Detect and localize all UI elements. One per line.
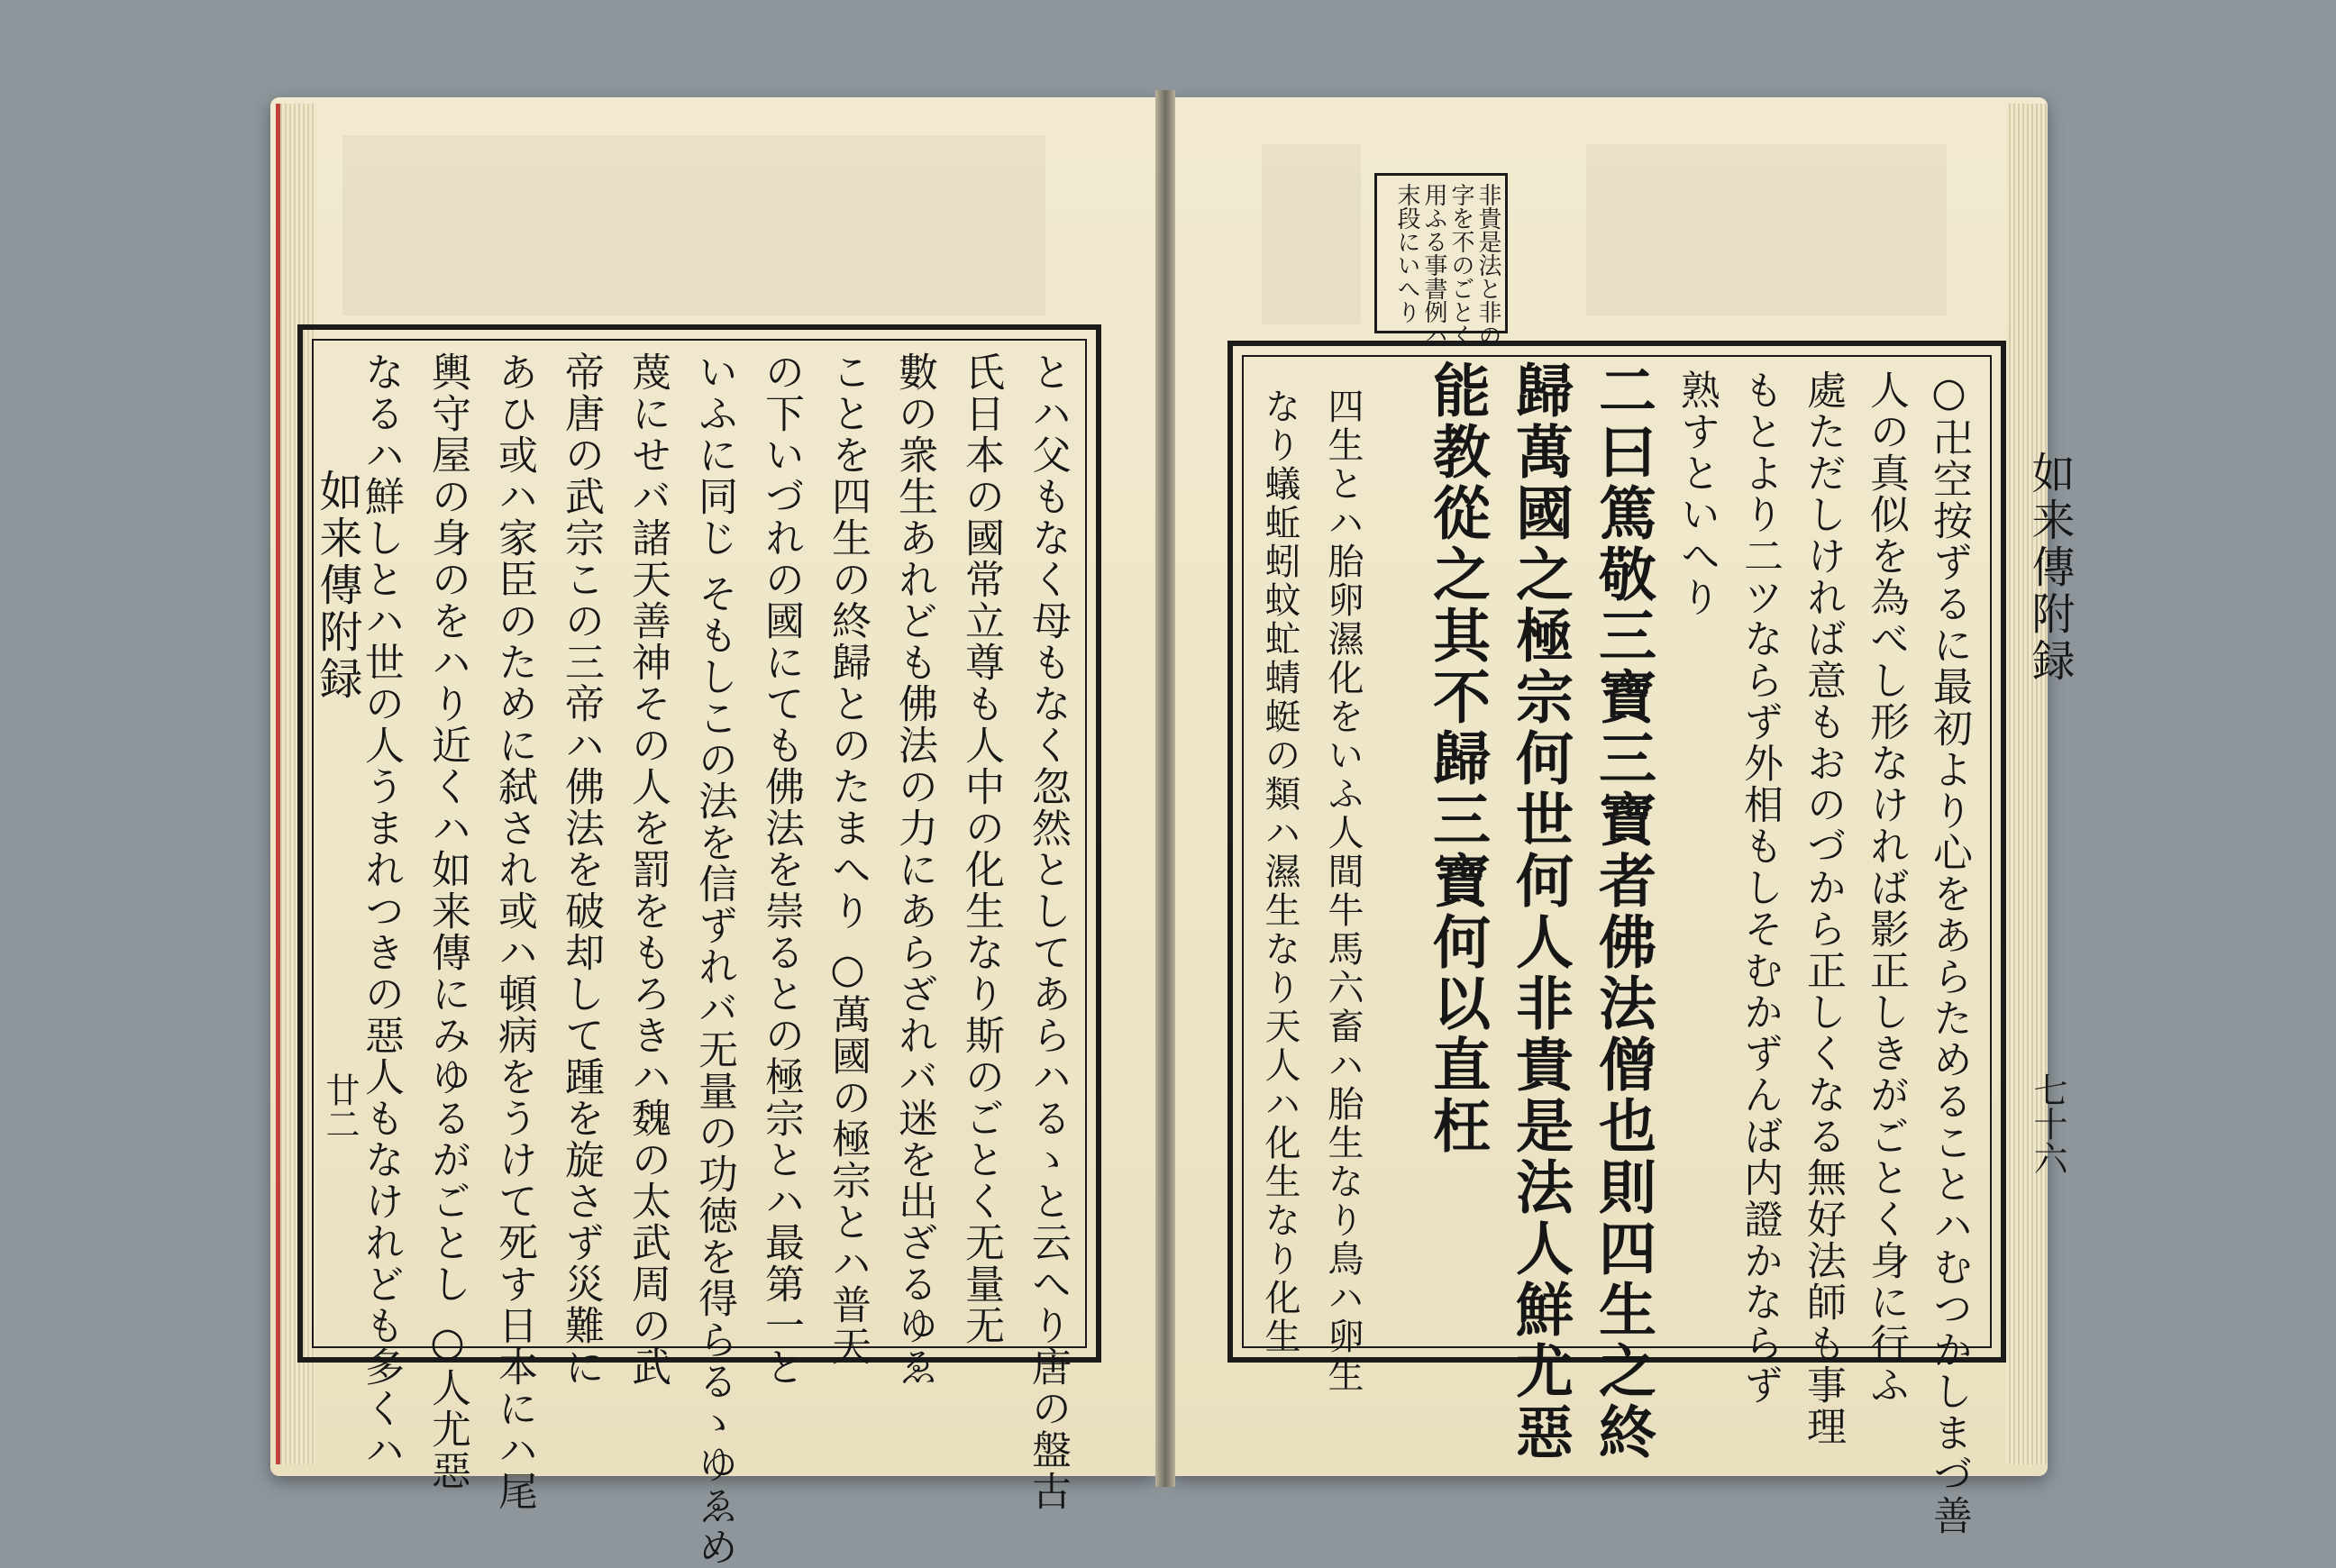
text-column: 蔑にせバ諸天善神その人を罰をもろきハ魏の太武周の武 bbox=[625, 351, 671, 1388]
text-column: 帝唐の武宗この三帝ハ佛法を破却して踵を旋さず災難に bbox=[558, 351, 604, 1388]
text-column: の下いづれの國にても佛法を崇るとの極宗とハ最第一と bbox=[758, 351, 804, 1388]
text-column: もとより二ツならず外相もしそむかずんば内證かならず bbox=[1737, 369, 1783, 1406]
right-page-number: 七十六 bbox=[2028, 1072, 2067, 1175]
text-column: 數の衆生あれども佛法の力にあらざれバ迷を出ざるゆゑ bbox=[891, 351, 937, 1388]
text-column: 人の真似を為べし形なければ影正しきがごとく身に行ふ bbox=[1863, 369, 1909, 1406]
commentary-column: 四生とハ胎卵濕化をいふ人間牛馬六畜ハ胎生なり鳥ハ卵生 bbox=[1322, 387, 1364, 1395]
text-column: ○卍空按ずるに最初より心をあらためることハむつかしまづ善 bbox=[1926, 369, 1972, 1536]
right-margin-title: 如来傳附録 bbox=[2024, 451, 2075, 685]
bleed-through-mark bbox=[1586, 144, 1947, 315]
bleed-through-mark bbox=[1262, 144, 1361, 324]
text-column: 熟すといへり bbox=[1674, 369, 1720, 618]
text-column: あひ或ハ家臣のために弑され或ハ頓病をうけて死す日本にハ尾 bbox=[491, 351, 537, 1512]
text-column: 氏日本の國常立尊も人中の化生なり斯のごとく无量无 bbox=[958, 351, 1004, 1346]
text-column: ことを四生の終歸とのたまへり ○萬國の極宗とハ普天 bbox=[825, 351, 871, 1367]
commentary-column: なり蟻蚯蚓蚊虻蜻蜓の類ハ濕生なり天人ハ化生なり化生 bbox=[1259, 387, 1300, 1356]
text-column: いふに同じ そもしこの法を信ずれバ无量の功徳を得らるゝゆゑめ bbox=[691, 351, 737, 1568]
annotation-line: 用ふる事書例ハ bbox=[1420, 183, 1447, 347]
text-column: 輿守屋の身のをハり近くハ如来傳にみゆるがごとし ○人尤惡 bbox=[424, 351, 470, 1491]
text-column: とハ父もなく母もなく忽然としてあらハるゝと云へり唐の盤古 bbox=[1025, 351, 1071, 1512]
text-column: なるハ鮮しとハ世の人うまれつきの惡人もなけれども多くハ bbox=[358, 351, 404, 1471]
annotation-box bbox=[1374, 173, 1508, 347]
scripture-column: 歸萬國之極宗何世何人非貴是法人鮮尤惡 bbox=[1506, 360, 1574, 1463]
annotation-line: 非貴是法と非の bbox=[1474, 183, 1501, 347]
scripture-column: 能教從之其不歸三寶何以直枉 bbox=[1423, 360, 1491, 1157]
scripture-column: 二曰篤敬三寶三寶者佛法僧也則四生之終 bbox=[1589, 360, 1656, 1463]
annotation-line: 末段にいへり bbox=[1393, 183, 1420, 324]
annotation-line: 字を不のごとく bbox=[1447, 183, 1474, 347]
bleed-through-mark bbox=[342, 135, 1045, 315]
left-page-number: 廿二 bbox=[320, 1072, 360, 1141]
text-column: 處ただしければ意もおのづから正しくなる無好法師も事理 bbox=[1800, 369, 1846, 1447]
left-margin-title: 如来傳附録 bbox=[312, 469, 362, 703]
book-gutter bbox=[1155, 90, 1175, 1487]
